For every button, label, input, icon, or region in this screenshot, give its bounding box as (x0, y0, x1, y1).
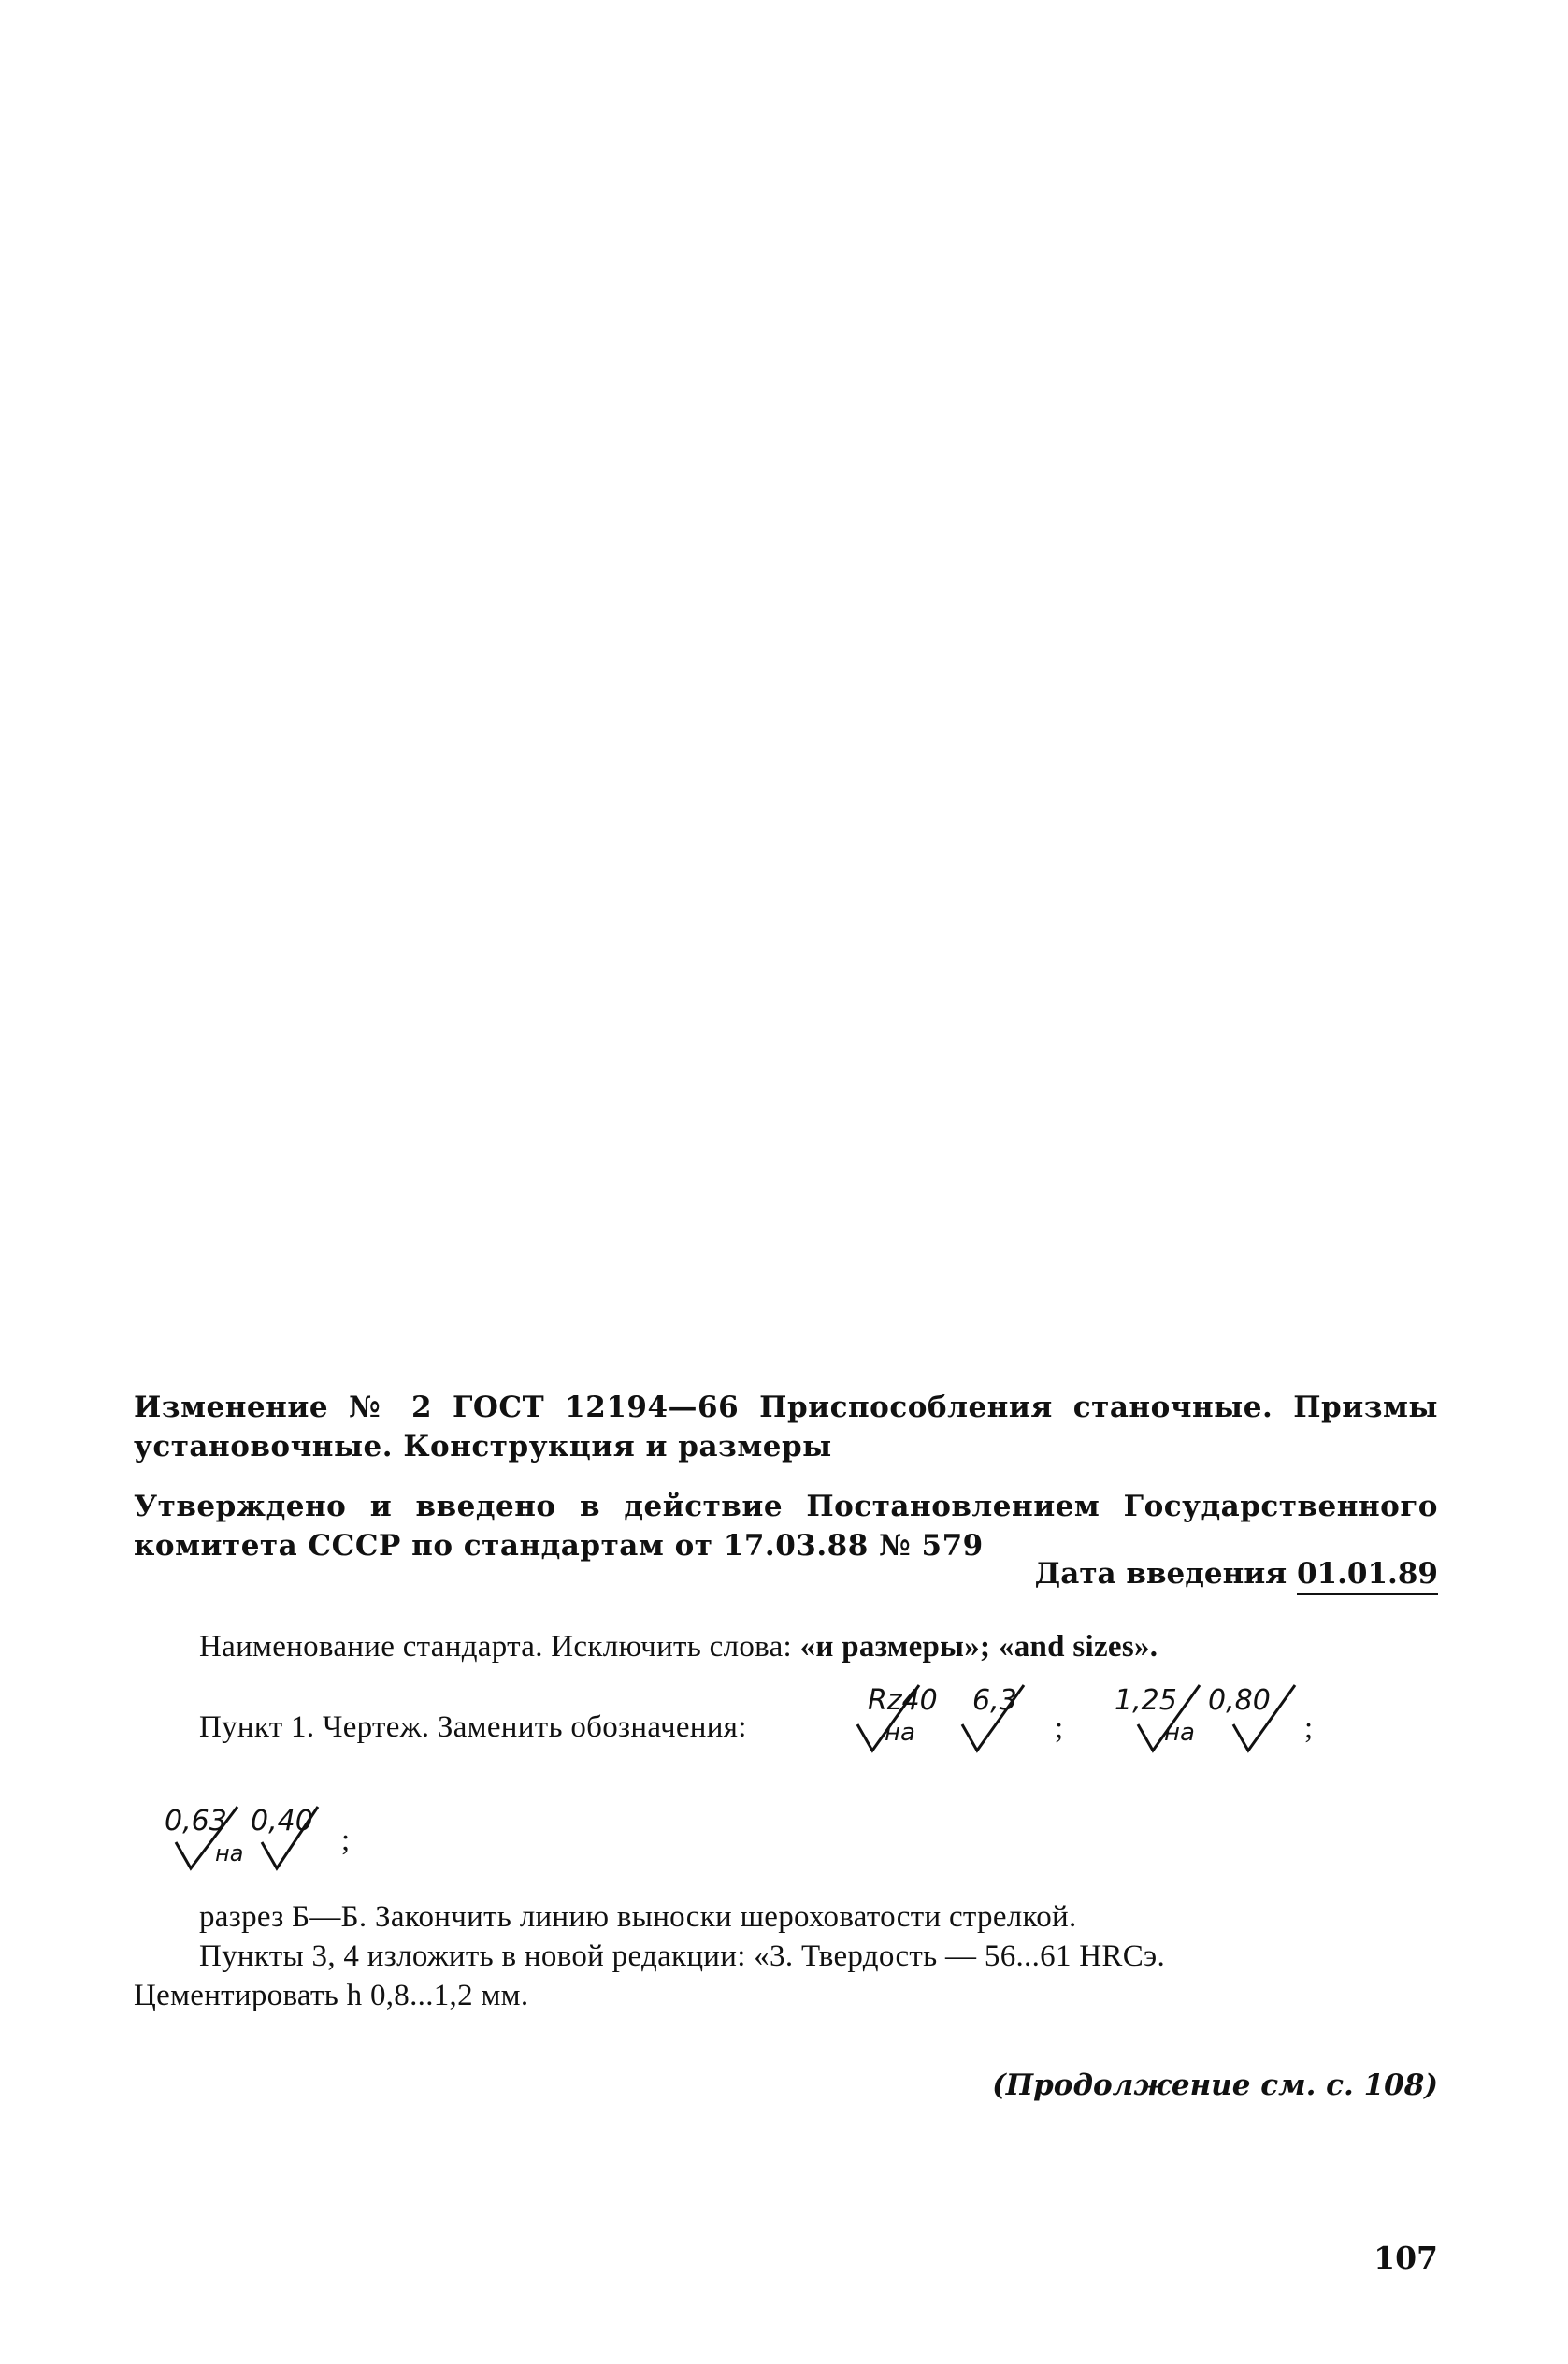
quote-i-razmery: «и размеры»; (799, 1630, 991, 1664)
paragraph-section: разрез Б—Б. Закончить линию выноски шероховатости стрелкой. (199, 1900, 1077, 1934)
roughness-check-icon (168, 1805, 327, 1880)
separator: ; (1055, 1711, 1064, 1745)
connector-na: на (1164, 1719, 1195, 1747)
connector-na: на (885, 1719, 915, 1747)
connector-na: на (215, 1840, 244, 1867)
effective-date-value: 01.01.89 (1297, 1557, 1438, 1595)
paragraph-point1: Пункт 1. Чертеж. Заменить обозначения: (199, 1710, 747, 1744)
roughness-check-icon (846, 1683, 1033, 1758)
effective-date (1035, 1554, 1438, 1593)
page-number: 107 (1374, 2240, 1438, 2276)
paragraph-items-3-4: Пункты 3, 4 изложить в новой редакции: «3. Твердость — 56...61 HRCэ. (199, 1939, 1166, 1973)
quote-and-sizes: «and sizes». (998, 1630, 1158, 1664)
roughness-value-1-25: 1,25 (1115, 1684, 1177, 1717)
roughness-value-6-3: 6,3 (972, 1684, 1017, 1717)
separator: ; (1304, 1711, 1314, 1745)
paragraph-cementation: Цементировать h 0,8...1,2 мм. (134, 1979, 529, 2012)
separator: ; (341, 1823, 351, 1857)
approval-text: Утверждено и введено в действие Постановлением Государственного комитета СССР по стандартам от 17.03.88 № 579 (134, 1490, 1438, 1563)
roughness-value-rz40: Rz40 (868, 1684, 938, 1717)
standard-name-text: Наименование стандарта. Исключить слова: (199, 1630, 793, 1664)
change-title: Изменение № 2 ГОСТ 12194—66 Приспособления станочные. Призмы установочные. Конструкция и размеры (134, 1391, 1438, 1463)
effective-date-label: Дата введения (1034, 1557, 1287, 1591)
roughness-check-icon (1127, 1683, 1304, 1758)
roughness-value-0-63: 0,63 (165, 1805, 227, 1838)
roughness-value-0-40: 0,40 (251, 1805, 313, 1838)
roughness-value-0-80: 0,80 (1208, 1684, 1271, 1717)
paragraph-standard-name (199, 1627, 1158, 1666)
continuation-note: (Продолжение см. с. 108) (992, 2068, 1438, 2102)
